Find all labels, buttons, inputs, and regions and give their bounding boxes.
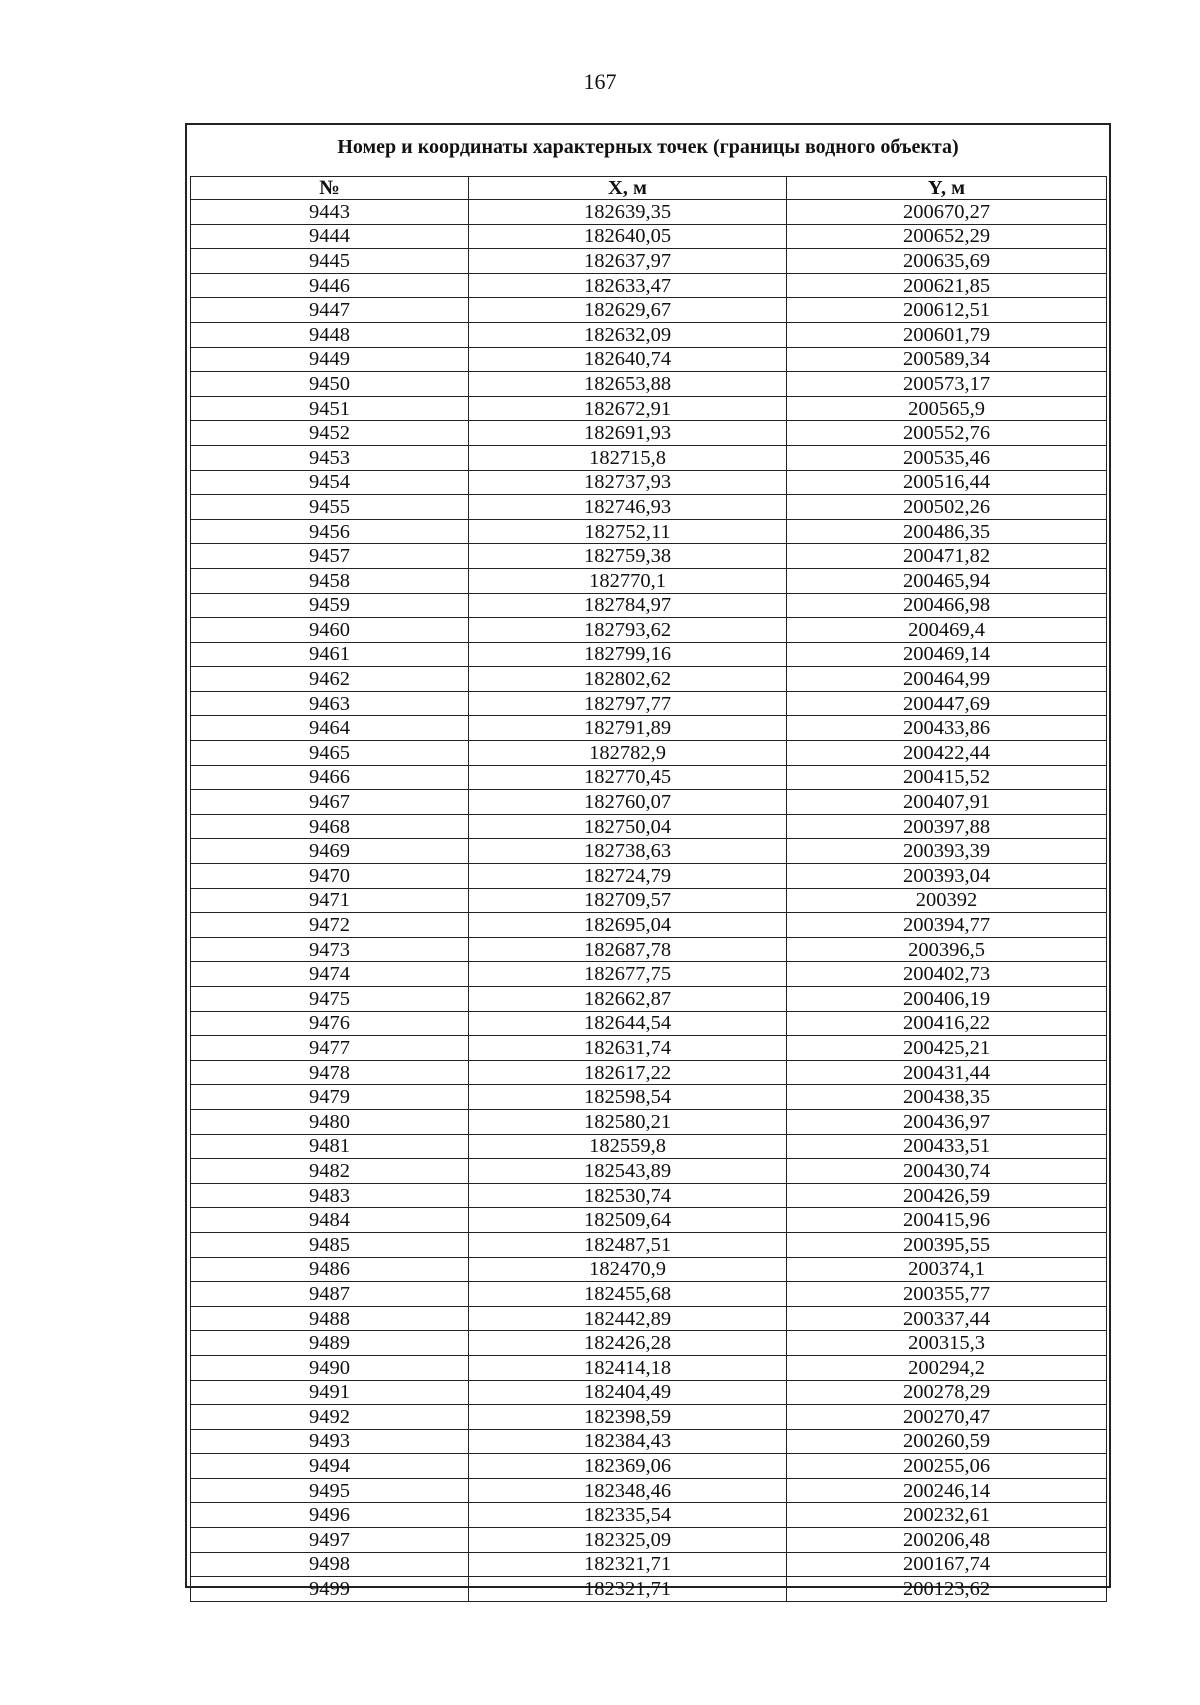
x-coordinate-cell: 182784,97 [469,593,787,618]
table-title: Номер и координаты характерных точек (границы водного объекта) [337,136,959,158]
table-row [191,568,1107,593]
y-coordinate-cell: 200270,47 [787,1405,1107,1430]
y-coordinate-cell: 200278,29 [787,1380,1107,1405]
table-row [191,1060,1107,1085]
x-coordinate-cell: 182770,45 [469,765,787,790]
table-row [191,642,1107,667]
x-coordinate-cell: 182640,74 [469,347,787,372]
y-coordinate-cell: 200374,1 [787,1257,1107,1282]
x-coordinate-cell: 182348,46 [469,1478,787,1503]
x-coordinate-cell: 182770,1 [469,568,787,593]
x-coordinate-cell: 182325,09 [469,1528,787,1553]
point-number-cell: 9462 [191,667,469,692]
table-row [191,1183,1107,1208]
x-coordinate-cell: 182543,89 [469,1159,787,1184]
y-coordinate-cell: 200232,61 [787,1503,1107,1528]
point-number-cell: 9494 [191,1454,469,1479]
y-coordinate-cell: 200260,59 [787,1429,1107,1454]
table-row [191,1036,1107,1061]
point-number-cell: 9499 [191,1577,469,1602]
y-coordinate-cell: 200402,73 [787,962,1107,987]
point-number-cell: 9497 [191,1528,469,1553]
table-row [191,1011,1107,1036]
y-coordinate-cell: 200670,27 [787,200,1107,225]
y-coordinate-cell: 200392 [787,888,1107,913]
y-coordinate-cell: 200447,69 [787,691,1107,716]
y-coordinate-cell: 200415,52 [787,765,1107,790]
x-coordinate-cell: 182470,9 [469,1257,787,1282]
y-coordinate-cell: 200394,77 [787,913,1107,938]
x-coordinate-cell: 182509,64 [469,1208,787,1233]
y-coordinate-cell: 200425,21 [787,1036,1107,1061]
x-coordinate-cell: 182639,35 [469,200,787,225]
x-coordinate-cell: 182715,8 [469,445,787,470]
point-number-cell: 9456 [191,519,469,544]
table-row [191,1355,1107,1380]
point-number-cell: 9471 [191,888,469,913]
table-row [191,667,1107,692]
point-number-cell: 9459 [191,593,469,618]
table-row [191,273,1107,298]
table-row [191,495,1107,520]
y-coordinate-cell: 200255,06 [787,1454,1107,1479]
point-number-cell: 9446 [191,273,469,298]
point-number-cell: 9455 [191,495,469,520]
x-coordinate-cell: 182802,62 [469,667,787,692]
point-number-cell: 9479 [191,1085,469,1110]
point-number-cell: 9486 [191,1257,469,1282]
y-coordinate-cell: 200433,51 [787,1134,1107,1159]
point-number-cell: 9457 [191,544,469,569]
y-coordinate-cell: 200397,88 [787,814,1107,839]
x-coordinate-cell: 182793,62 [469,618,787,643]
point-number-cell: 9444 [191,224,469,249]
x-coordinate-cell: 182738,63 [469,839,787,864]
x-coordinate-cell: 182799,16 [469,642,787,667]
table-row [191,987,1107,1012]
x-coordinate-cell: 182677,75 [469,962,787,987]
y-coordinate-cell: 200464,99 [787,667,1107,692]
x-coordinate-cell: 182640,05 [469,224,787,249]
y-coordinate-cell: 200502,26 [787,495,1107,520]
x-coordinate-cell: 182791,89 [469,716,787,741]
y-coordinate-cell: 200565,9 [787,396,1107,421]
point-number-cell: 9487 [191,1282,469,1307]
table-row [191,888,1107,913]
x-coordinate-cell: 182782,9 [469,741,787,766]
y-coordinate-cell: 200422,44 [787,741,1107,766]
table-row [191,1134,1107,1159]
x-coordinate-cell: 182384,43 [469,1429,787,1454]
table-row [191,249,1107,274]
y-coordinate-cell: 200431,44 [787,1060,1107,1085]
y-coordinate-cell: 200206,48 [787,1528,1107,1553]
point-number-cell: 9489 [191,1331,469,1356]
table-row [191,372,1107,397]
point-number-cell: 9480 [191,1109,469,1134]
y-coordinate-cell: 200246,14 [787,1478,1107,1503]
y-coordinate-cell: 200471,82 [787,544,1107,569]
table-row [191,470,1107,495]
table-row [191,1208,1107,1233]
y-coordinate-cell: 200535,46 [787,445,1107,470]
y-coordinate-cell: 200167,74 [787,1552,1107,1577]
x-coordinate-cell: 182321,71 [469,1577,787,1602]
y-coordinate-cell: 200469,4 [787,618,1107,643]
x-coordinate-cell: 182426,28 [469,1331,787,1356]
point-number-cell: 9477 [191,1036,469,1061]
y-coordinate-cell: 200407,91 [787,790,1107,815]
point-number-cell: 9460 [191,618,469,643]
point-number-cell: 9481 [191,1134,469,1159]
point-number-cell: 9454 [191,470,469,495]
point-number-cell: 9447 [191,298,469,323]
point-number-cell: 9496 [191,1503,469,1528]
coordinates-table-frame [185,123,1111,1601]
x-coordinate-cell: 182724,79 [469,864,787,889]
y-coordinate-cell: 200426,59 [787,1183,1107,1208]
table-row [191,1282,1107,1307]
table-row [191,913,1107,938]
x-coordinate-cell: 182633,47 [469,273,787,298]
y-coordinate-cell: 200415,96 [787,1208,1107,1233]
table-row [191,1503,1107,1528]
column-header-x: X, м [469,177,787,200]
x-coordinate-cell: 182414,18 [469,1355,787,1380]
x-coordinate-cell: 182487,51 [469,1232,787,1257]
x-coordinate-cell: 182737,93 [469,470,787,495]
y-coordinate-cell: 200294,2 [787,1355,1107,1380]
table-row [191,322,1107,347]
y-coordinate-cell: 200430,74 [787,1159,1107,1184]
table-row [191,396,1107,421]
table-row [191,790,1107,815]
table-row [191,864,1107,889]
table-body [191,200,1107,1602]
point-number-cell: 9450 [191,372,469,397]
point-number-cell: 9463 [191,691,469,716]
point-number-cell: 9445 [191,249,469,274]
column-header-y: Y, м [787,177,1107,200]
x-coordinate-cell: 182398,59 [469,1405,787,1430]
table-row [191,962,1107,987]
point-number-cell: 9470 [191,864,469,889]
table-row [191,1257,1107,1282]
y-coordinate-cell: 200589,34 [787,347,1107,372]
point-number-cell: 9465 [191,741,469,766]
x-coordinate-cell: 182442,89 [469,1306,787,1331]
page-number: 167 [583,69,617,94]
y-coordinate-cell: 200601,79 [787,322,1107,347]
x-coordinate-cell: 182335,54 [469,1503,787,1528]
point-number-cell: 9466 [191,765,469,790]
table-row [191,839,1107,864]
point-number-cell: 9461 [191,642,469,667]
x-coordinate-cell: 182797,77 [469,691,787,716]
table-row [191,421,1107,446]
x-coordinate-cell: 182691,93 [469,421,787,446]
x-coordinate-cell: 182695,04 [469,913,787,938]
table-row [191,1159,1107,1184]
table-row [191,1331,1107,1356]
table-row [191,593,1107,618]
table-row [191,1109,1107,1134]
table-row [191,1454,1107,1479]
table-header-row [191,177,1107,200]
point-number-cell: 9475 [191,987,469,1012]
point-number-cell: 9453 [191,445,469,470]
table-row [191,347,1107,372]
point-number-cell: 9472 [191,913,469,938]
x-coordinate-cell: 182580,21 [469,1109,787,1134]
table-row [191,200,1107,225]
y-coordinate-cell: 200315,3 [787,1331,1107,1356]
x-coordinate-cell: 182752,11 [469,519,787,544]
x-coordinate-cell: 182530,74 [469,1183,787,1208]
y-coordinate-cell: 200552,76 [787,421,1107,446]
y-coordinate-cell: 200652,29 [787,224,1107,249]
table-row [191,1085,1107,1110]
table-row [191,298,1107,323]
y-coordinate-cell: 200436,97 [787,1109,1107,1134]
column-header-number: № [191,177,469,200]
y-coordinate-cell: 200393,39 [787,839,1107,864]
table-row [191,1528,1107,1553]
point-number-cell: 9451 [191,396,469,421]
table-row [191,937,1107,962]
x-coordinate-cell: 182662,87 [469,987,787,1012]
point-number-cell: 9493 [191,1429,469,1454]
table-row [191,691,1107,716]
x-coordinate-cell: 182617,22 [469,1060,787,1085]
point-number-cell: 9449 [191,347,469,372]
y-coordinate-cell: 200621,85 [787,273,1107,298]
x-coordinate-cell: 182746,93 [469,495,787,520]
y-coordinate-cell: 200123,62 [787,1577,1107,1602]
table-row [191,765,1107,790]
table-row [191,1552,1107,1577]
point-number-cell: 9448 [191,322,469,347]
y-coordinate-cell: 200573,17 [787,372,1107,397]
x-coordinate-cell: 182404,49 [469,1380,787,1405]
y-coordinate-cell: 200466,98 [787,593,1107,618]
x-coordinate-cell: 182687,78 [469,937,787,962]
point-number-cell: 9482 [191,1159,469,1184]
point-number-cell: 9495 [191,1478,469,1503]
y-coordinate-cell: 200406,19 [787,987,1107,1012]
table-row [191,1232,1107,1257]
point-number-cell: 9473 [191,937,469,962]
y-coordinate-cell: 200465,94 [787,568,1107,593]
point-number-cell: 9443 [191,200,469,225]
point-number-cell: 9476 [191,1011,469,1036]
y-coordinate-cell: 200612,51 [787,298,1107,323]
coordinates-table [190,176,1107,1602]
x-coordinate-cell: 182644,54 [469,1011,787,1036]
x-coordinate-cell: 182632,09 [469,322,787,347]
point-number-cell: 9492 [191,1405,469,1430]
x-coordinate-cell: 182629,67 [469,298,787,323]
y-coordinate-cell: 200635,69 [787,249,1107,274]
point-number-cell: 9468 [191,814,469,839]
table-row [191,618,1107,643]
point-number-cell: 9464 [191,716,469,741]
point-number-cell: 9490 [191,1355,469,1380]
point-number-cell: 9474 [191,962,469,987]
y-coordinate-cell: 200337,44 [787,1306,1107,1331]
point-number-cell: 9467 [191,790,469,815]
x-coordinate-cell: 182653,88 [469,372,787,397]
point-number-cell: 9478 [191,1060,469,1085]
table-row [191,519,1107,544]
x-coordinate-cell: 182631,74 [469,1036,787,1061]
point-number-cell: 9452 [191,421,469,446]
x-coordinate-cell: 182637,97 [469,249,787,274]
point-number-cell: 9484 [191,1208,469,1233]
table-row [191,716,1107,741]
point-number-cell: 9488 [191,1306,469,1331]
y-coordinate-cell: 200438,35 [787,1085,1107,1110]
table-row [191,1577,1107,1602]
x-coordinate-cell: 182750,04 [469,814,787,839]
point-number-cell: 9498 [191,1552,469,1577]
y-coordinate-cell: 200355,77 [787,1282,1107,1307]
y-coordinate-cell: 200396,5 [787,937,1107,962]
x-coordinate-cell: 182369,06 [469,1454,787,1479]
x-coordinate-cell: 182759,38 [469,544,787,569]
table-row [191,1429,1107,1454]
table-row [191,741,1107,766]
x-coordinate-cell: 182760,07 [469,790,787,815]
table-row [191,1306,1107,1331]
table-row [191,445,1107,470]
table-row [191,224,1107,249]
x-coordinate-cell: 182672,91 [469,396,787,421]
table-row [191,1478,1107,1503]
point-number-cell: 9458 [191,568,469,593]
point-number-cell: 9491 [191,1380,469,1405]
point-number-cell: 9483 [191,1183,469,1208]
point-number-cell: 9485 [191,1232,469,1257]
x-coordinate-cell: 182598,54 [469,1085,787,1110]
x-coordinate-cell: 182559,8 [469,1134,787,1159]
table-row [191,544,1107,569]
table-row [191,1380,1107,1405]
y-coordinate-cell: 200395,55 [787,1232,1107,1257]
x-coordinate-cell: 182455,68 [469,1282,787,1307]
table-row [191,814,1107,839]
y-coordinate-cell: 200469,14 [787,642,1107,667]
y-coordinate-cell: 200433,86 [787,716,1107,741]
table-row [191,1405,1107,1430]
y-coordinate-cell: 200516,44 [787,470,1107,495]
y-coordinate-cell: 200393,04 [787,864,1107,889]
x-coordinate-cell: 182709,57 [469,888,787,913]
point-number-cell: 9469 [191,839,469,864]
x-coordinate-cell: 182321,71 [469,1552,787,1577]
y-coordinate-cell: 200416,22 [787,1011,1107,1036]
y-coordinate-cell: 200486,35 [787,519,1107,544]
